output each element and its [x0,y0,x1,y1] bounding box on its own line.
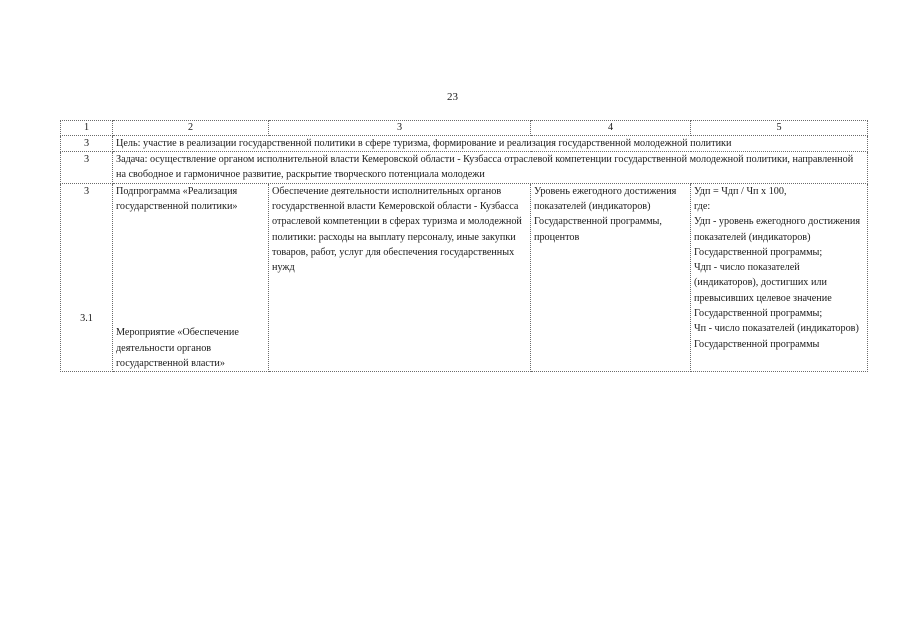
indicator-name: Уровень ежегодного достижения показателей (индикаторов) Государственной программы, процентов [534,185,677,243]
event-description: Обеспечение деятельности исполнительных органов государственной власти Кемеровской области - Кузбасса отраслевой компетенции в сферах туризма и молодежной политики: расходы на выплату персоналу, иные закупки товаров, работ, услуг для обеспечения государственных нужд [272,185,522,274]
event-number: 3.1 [80,312,93,324]
column-number-5: 5 [691,121,868,136]
goal-row [61,135,868,151]
task-text: Задача: осуществление органом исполнительной власти Кемеровской области - Кузбасса отраслевой компетенции государственной молодежной политики, направленной на свободное и гармоничное развитие, раскрытие творческого потенциала молодежи [113,152,868,184]
program-row [61,183,868,371]
indicator-cell [531,183,691,371]
task-row [61,152,868,184]
goal-row-number: 3 [61,135,113,151]
formula-line: Чдп - число показателей (индикаторов), достигших или превысивших целевое значение Государственной программы; [694,262,832,320]
event-name: Мероприятие «Обеспечение деятельности органов государственной власти» [116,327,239,369]
indicators-table [60,120,868,372]
column-number-row [61,121,868,136]
description-cell [269,183,531,371]
task-row-number: 3 [61,152,113,184]
formula-cell [691,183,868,371]
column-number-2: 2 [113,121,269,136]
program-name-cell [113,183,269,371]
column-number-1: 1 [61,121,113,136]
formula-line: где: [694,200,711,212]
formula-line: Чп - число показателей (индикаторов) Государственной программы [694,323,859,350]
column-number-4: 4 [531,121,691,136]
formula-line: Удп - уровень ежегодного достижения показателей (индикаторов) Государственной программы; [694,216,861,258]
goal-text: Цель: участие в реализации государственной политики в сфере туризма, формирование и реализация государственной молодежной политики [113,135,868,151]
formula-line: Удп = Чдп / Чп х 100, [694,185,787,197]
program-number: 3 [83,185,90,197]
program-number-cell [61,183,113,371]
column-number-3: 3 [269,121,531,136]
page-number: 23 [447,91,458,103]
program-name: Подпрограмма «Реализация государственной политики» [116,185,238,212]
